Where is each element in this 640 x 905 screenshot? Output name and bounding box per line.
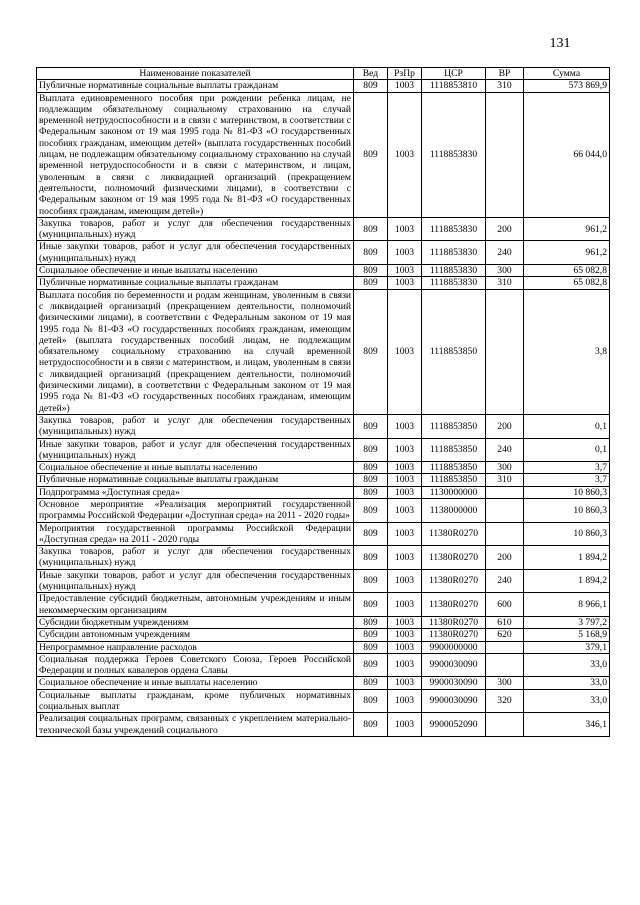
cell-sum: 33,0 bbox=[524, 689, 610, 713]
cell-name: Социальное обеспечение и иные выплаты населению bbox=[37, 265, 354, 277]
cell-ved: 809 bbox=[354, 629, 388, 641]
column-header-rzpr: РзПр bbox=[388, 68, 422, 80]
cell-ved: 809 bbox=[354, 277, 388, 289]
cell-ved: 809 bbox=[354, 653, 388, 677]
cell-name: Публичные нормативные социальные выплаты гражданам bbox=[37, 80, 354, 92]
cell-name: Выплата единовременного пособия при рождении ребенка лицам, не подлежащим обязательному социальному страхованию на случай временной нетрудоспособности и в связи с материнством, в соответствии с Федеральным законом от 19 мая 1995 года № 81-ФЗ «О государственных пособиях гражданам, имеющим детей» (выплата государственных пособий лицам, не подлежащим обязательному социальному страхованию на случай временной нетрудоспособности и в связи с материнством, и лицам, уволенным в связи с ликвидацией организаций (прекращением деятельности, полномочий физическими лицами), в соответствии с Федеральным законом от 19 мая 1995 года № 81-ФЗ «О государственных пособиях гражданам, имеющим детей») bbox=[37, 92, 354, 217]
cell-ved: 809 bbox=[354, 641, 388, 653]
cell-sum: 379,1 bbox=[524, 641, 610, 653]
cell-sum: 10 860,3 bbox=[524, 498, 610, 522]
cell-ved: 809 bbox=[354, 677, 388, 689]
cell-vr: 310 bbox=[486, 80, 524, 92]
cell-ved: 809 bbox=[354, 80, 388, 92]
cell-vr: 300 bbox=[486, 265, 524, 277]
table-row bbox=[37, 546, 610, 570]
cell-rzpr: 1003 bbox=[388, 265, 422, 277]
cell-name: Публичные нормативные социальные выплаты гражданам bbox=[37, 277, 354, 289]
table-body bbox=[37, 80, 610, 737]
cell-csr: 11380R0270 bbox=[422, 593, 486, 617]
table-row bbox=[37, 265, 610, 277]
cell-csr: 1118853850 bbox=[422, 438, 486, 462]
cell-ved: 809 bbox=[354, 498, 388, 522]
cell-rzpr: 1003 bbox=[388, 498, 422, 522]
table-row bbox=[37, 498, 610, 522]
cell-rzpr: 1003 bbox=[388, 713, 422, 737]
cell-rzpr: 1003 bbox=[388, 241, 422, 265]
cell-vr: 310 bbox=[486, 277, 524, 289]
cell-ved: 809 bbox=[354, 241, 388, 265]
cell-ved: 809 bbox=[354, 522, 388, 546]
cell-csr: 11380R0270 bbox=[422, 569, 486, 593]
cell-rzpr: 1003 bbox=[388, 616, 422, 628]
cell-ved: 809 bbox=[354, 546, 388, 570]
cell-name: Социальная поддержка Героев Советского Союза, Героев Российской Федерации и полных кавалеров ордена Славы bbox=[37, 653, 354, 677]
cell-ved: 809 bbox=[354, 438, 388, 462]
cell-sum: 3,7 bbox=[524, 462, 610, 474]
cell-sum: 3,8 bbox=[524, 289, 610, 414]
cell-sum: 5 168,9 bbox=[524, 629, 610, 641]
cell-vr bbox=[486, 641, 524, 653]
cell-csr: 1138000000 bbox=[422, 498, 486, 522]
cell-name: Непрограммное направление расходов bbox=[37, 641, 354, 653]
cell-sum: 1 894,2 bbox=[524, 546, 610, 570]
cell-csr: 1118853850 bbox=[422, 414, 486, 438]
cell-vr: 620 bbox=[486, 629, 524, 641]
cell-vr: 610 bbox=[486, 616, 524, 628]
cell-rzpr: 1003 bbox=[388, 277, 422, 289]
cell-rzpr: 1003 bbox=[388, 569, 422, 593]
cell-sum: 3 797,2 bbox=[524, 616, 610, 628]
cell-vr bbox=[486, 289, 524, 414]
cell-name: Социальное обеспечение и иные выплаты населению bbox=[37, 462, 354, 474]
cell-sum: 1 894,2 bbox=[524, 569, 610, 593]
cell-csr: 1118853830 bbox=[422, 277, 486, 289]
table-row bbox=[37, 474, 610, 486]
column-header-csr: ЦСР bbox=[422, 68, 486, 80]
cell-rzpr: 1003 bbox=[388, 593, 422, 617]
cell-name: Иные закупки товаров, работ и услуг для обеспечения государственных (муниципальных) нужд bbox=[37, 241, 354, 265]
cell-name: Закупка товаров, работ и услуг для обеспечения государственных (муниципальных) нужд bbox=[37, 217, 354, 241]
cell-name: Выплата пособия по беременности и родам женщинам, уволенным в связи с ликвидацией организаций (прекращением деятельности, полномочий физическими лицами), в соответствии с Федеральным законом от 19 мая 1995 года № 81-ФЗ «О государственных пособиях гражданам, имеющим детей» (выплата государственных пособий лицам, не подлежащим обязательному социальному страхованию на случай временной нетрудоспособности и в связи с материнством, и лицам, уволенным в связи с ликвидацией организаций (прекращением деятельности, полномочий физическими лицами), в соответствии с Федеральным законом от 19 мая 1995 года № 81-ФЗ «О государственных пособиях гражданам, имеющим детей») bbox=[37, 289, 354, 414]
cell-csr: 9900030090 bbox=[422, 677, 486, 689]
cell-sum: 65 082,8 bbox=[524, 265, 610, 277]
column-header-name: Наименование показателей bbox=[37, 68, 354, 80]
cell-csr: 1118853830 bbox=[422, 241, 486, 265]
cell-vr: 200 bbox=[486, 217, 524, 241]
cell-rzpr: 1003 bbox=[388, 462, 422, 474]
cell-name: Реализация социальных программ, связанных с укреплением материально-технической базы учреждений социального bbox=[37, 713, 354, 737]
cell-name: Основное мероприятие «Реализация мероприятий государственной программы Российской Федерации «Доступная среда» на 2011 - 2020 годы» bbox=[37, 498, 354, 522]
page-number: 131 bbox=[549, 36, 571, 51]
cell-sum: 33,0 bbox=[524, 653, 610, 677]
cell-ved: 809 bbox=[354, 265, 388, 277]
cell-sum: 573 869,9 bbox=[524, 80, 610, 92]
cell-rzpr: 1003 bbox=[388, 689, 422, 713]
cell-sum: 66 044,0 bbox=[524, 92, 610, 217]
cell-vr bbox=[486, 713, 524, 737]
cell-ved: 809 bbox=[354, 713, 388, 737]
cell-csr: 1118853830 bbox=[422, 265, 486, 277]
cell-sum: 8 966,1 bbox=[524, 593, 610, 617]
cell-rzpr: 1003 bbox=[388, 80, 422, 92]
cell-name: Субсидии бюджетным учреждениям bbox=[37, 616, 354, 628]
cell-csr: 1130000000 bbox=[422, 486, 486, 498]
cell-vr: 240 bbox=[486, 438, 524, 462]
cell-ved: 809 bbox=[354, 217, 388, 241]
cell-vr: 320 bbox=[486, 689, 524, 713]
cell-rzpr: 1003 bbox=[388, 217, 422, 241]
cell-vr bbox=[486, 92, 524, 217]
cell-rzpr: 1003 bbox=[388, 486, 422, 498]
cell-rzpr: 1003 bbox=[388, 641, 422, 653]
table-row bbox=[37, 438, 610, 462]
cell-name: Закупка товаров, работ и услуг для обеспечения государственных (муниципальных) нужд bbox=[37, 414, 354, 438]
cell-ved: 809 bbox=[354, 486, 388, 498]
cell-csr: 11380R0270 bbox=[422, 546, 486, 570]
cell-csr: 1118853830 bbox=[422, 92, 486, 217]
table-row bbox=[37, 569, 610, 593]
cell-ved: 809 bbox=[354, 289, 388, 414]
table-row bbox=[37, 241, 610, 265]
cell-csr: 1118853850 bbox=[422, 289, 486, 414]
cell-name: Социальные выплаты гражданам, кроме публичных нормативных социальных выплат bbox=[37, 689, 354, 713]
table-row bbox=[37, 462, 610, 474]
cell-csr: 11380R0270 bbox=[422, 616, 486, 628]
cell-sum: 33,0 bbox=[524, 677, 610, 689]
cell-vr: 600 bbox=[486, 593, 524, 617]
cell-csr: 1118853850 bbox=[422, 462, 486, 474]
cell-ved: 809 bbox=[354, 414, 388, 438]
budget-table bbox=[36, 67, 610, 737]
cell-name: Иные закупки товаров, работ и услуг для обеспечения государственных (муниципальных) нужд bbox=[37, 438, 354, 462]
cell-rzpr: 1003 bbox=[388, 653, 422, 677]
cell-name: Подпрограмма «Доступная среда» bbox=[37, 486, 354, 498]
cell-vr bbox=[486, 653, 524, 677]
cell-vr: 240 bbox=[486, 569, 524, 593]
cell-vr: 240 bbox=[486, 241, 524, 265]
cell-sum: 0,1 bbox=[524, 414, 610, 438]
cell-vr bbox=[486, 498, 524, 522]
cell-vr: 200 bbox=[486, 414, 524, 438]
cell-name: Социальное обеспечение и иные выплаты населению bbox=[37, 677, 354, 689]
cell-rzpr: 1003 bbox=[388, 546, 422, 570]
cell-rzpr: 1003 bbox=[388, 629, 422, 641]
table-row bbox=[37, 92, 610, 217]
cell-ved: 809 bbox=[354, 462, 388, 474]
cell-sum: 961,2 bbox=[524, 241, 610, 265]
column-header-sum: Сумма bbox=[524, 68, 610, 80]
cell-name: Иные закупки товаров, работ и услуг для обеспечения государственных (муниципальных) нужд bbox=[37, 569, 354, 593]
cell-vr: 300 bbox=[486, 462, 524, 474]
cell-csr: 1118853830 bbox=[422, 217, 486, 241]
cell-rzpr: 1003 bbox=[388, 289, 422, 414]
table-row bbox=[37, 289, 610, 414]
table-row bbox=[37, 486, 610, 498]
cell-rzpr: 1003 bbox=[388, 474, 422, 486]
cell-sum: 961,2 bbox=[524, 217, 610, 241]
table-row bbox=[37, 629, 610, 641]
cell-name: Мероприятия государственной программы Российской Федерации «Доступная среда» на 2011 - 2020 годы bbox=[37, 522, 354, 546]
cell-rzpr: 1003 bbox=[388, 677, 422, 689]
cell-vr: 200 bbox=[486, 546, 524, 570]
cell-name: Публичные нормативные социальные выплаты гражданам bbox=[37, 474, 354, 486]
cell-vr bbox=[486, 522, 524, 546]
table-row bbox=[37, 522, 610, 546]
cell-vr bbox=[486, 486, 524, 498]
table-row bbox=[37, 616, 610, 628]
column-header-vr: ВР bbox=[486, 68, 524, 80]
cell-csr: 1118853850 bbox=[422, 474, 486, 486]
cell-rzpr: 1003 bbox=[388, 522, 422, 546]
cell-sum: 10 860,3 bbox=[524, 522, 610, 546]
cell-csr: 9900052090 bbox=[422, 713, 486, 737]
cell-sum: 346,1 bbox=[524, 713, 610, 737]
cell-csr: 9900030090 bbox=[422, 653, 486, 677]
cell-sum: 10 860,3 bbox=[524, 486, 610, 498]
cell-rzpr: 1003 bbox=[388, 92, 422, 217]
table-row bbox=[37, 713, 610, 737]
cell-sum: 3,7 bbox=[524, 474, 610, 486]
cell-name: Предоставление субсидий бюджетным, автономным учреждениям и иным некоммерческим организациям bbox=[37, 593, 354, 617]
table-row bbox=[37, 414, 610, 438]
cell-name: Субсидии автономным учреждениям bbox=[37, 629, 354, 641]
cell-name: Закупка товаров, работ и услуг для обеспечения государственных (муниципальных) нужд bbox=[37, 546, 354, 570]
cell-sum: 0,1 bbox=[524, 438, 610, 462]
cell-csr: 1118853810 bbox=[422, 80, 486, 92]
cell-rzpr: 1003 bbox=[388, 414, 422, 438]
cell-vr: 300 bbox=[486, 677, 524, 689]
table-row bbox=[37, 641, 610, 653]
cell-ved: 809 bbox=[354, 474, 388, 486]
cell-rzpr: 1003 bbox=[388, 438, 422, 462]
table-row bbox=[37, 677, 610, 689]
table-row bbox=[37, 689, 610, 713]
table-row bbox=[37, 593, 610, 617]
cell-ved: 809 bbox=[354, 92, 388, 217]
cell-sum: 65 082,8 bbox=[524, 277, 610, 289]
cell-csr: 11380R0270 bbox=[422, 629, 486, 641]
table-row bbox=[37, 217, 610, 241]
table-row bbox=[37, 277, 610, 289]
column-header-ved: Вед bbox=[354, 68, 388, 80]
cell-ved: 809 bbox=[354, 616, 388, 628]
cell-vr: 310 bbox=[486, 474, 524, 486]
table-row bbox=[37, 80, 610, 92]
cell-csr: 11380R0270 bbox=[422, 522, 486, 546]
cell-csr: 9900030090 bbox=[422, 689, 486, 713]
table-row bbox=[37, 653, 610, 677]
cell-csr: 9900000000 bbox=[422, 641, 486, 653]
cell-ved: 809 bbox=[354, 689, 388, 713]
cell-ved: 809 bbox=[354, 593, 388, 617]
table-header-row bbox=[37, 68, 610, 80]
cell-ved: 809 bbox=[354, 569, 388, 593]
